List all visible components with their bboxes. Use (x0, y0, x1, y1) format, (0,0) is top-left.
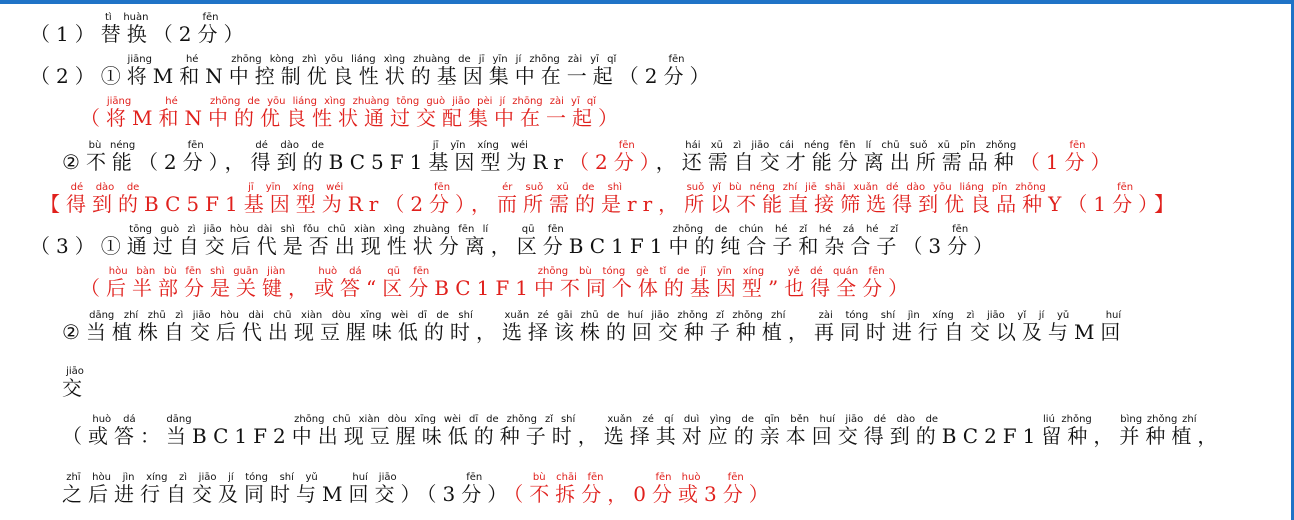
line-segment: （ (80, 106, 106, 130)
pinyin-annotation: zhī hòu jìn xíng zì jiāo jí tóng shí yǔ (62, 472, 322, 483)
segment-text: 得到的 (66, 192, 144, 216)
segment-text: 通过自交后代是否出现性状分离 (126, 234, 491, 258)
line-segment (126, 54, 153, 88)
segment-text: 后半部分是关键 (106, 276, 288, 300)
line-segment (62, 366, 88, 400)
pinyin-annotation: ér suǒ xū de shì (497, 182, 628, 193)
pinyin-annotation: fēn (613, 140, 640, 151)
line-segment: M (1073, 320, 1101, 344)
pinyin-annotation: dāng zhí zhū zì jiāo hòu dài chū xiàn dòu xīng wèi dī de shí (85, 310, 476, 321)
line-segment (243, 182, 348, 216)
pinyin-annotation: liú zhǒng (1041, 414, 1094, 425)
line-segment: BC1F1 (568, 234, 669, 258)
line-segment (62, 472, 322, 506)
line-segment (106, 266, 288, 300)
line-segment (228, 54, 619, 88)
pinyin-annotation: fēn (947, 224, 974, 235)
pinyin-annotation: zhōng chū xiàn dòu xīng wèi dī de zhǒng zǐ shí (291, 414, 578, 425)
line-segment: BC5F1 (328, 150, 429, 174)
segment-text: 或答 (314, 276, 366, 300)
segment-text: 基因型为 (428, 150, 533, 174)
pinyin-annotation: fēn (461, 472, 488, 483)
line-segment: （2 (137, 150, 183, 174)
line-segment: ② (62, 320, 86, 344)
line-segment: ） (487, 482, 514, 506)
line-segment: （ (80, 276, 106, 300)
pinyin-annotation: bù néng (85, 140, 138, 151)
pinyin-annotation: dé dào de (250, 140, 329, 151)
line-segment: ）， (208, 150, 251, 174)
pinyin-annotation: dāng (166, 414, 192, 425)
line-segment (722, 472, 749, 506)
pinyin-annotation: fēn (1064, 140, 1091, 151)
pinyin-annotation: zài tóng shí jìn xíng zì jiāo yǐ jí yǔ (813, 310, 1074, 321)
line-segment: （2）① (30, 64, 127, 88)
pinyin-annotation: hé (158, 96, 185, 107)
line-segment (533, 266, 768, 300)
line-segment (88, 414, 140, 448)
line-segment: （2 (618, 64, 664, 88)
line-segment: ： (140, 424, 166, 448)
segment-text: 不拆分 (529, 482, 608, 506)
line-segment (429, 182, 456, 216)
segment-text: 分 (947, 234, 974, 258)
line-segment: ） (639, 150, 656, 174)
segment-text: 分 (1064, 150, 1091, 174)
line-segment: BC2F1 (941, 424, 1042, 448)
line-segment: 【 (40, 192, 66, 216)
line-segment (106, 96, 132, 130)
segment-text: 或答 (88, 424, 140, 448)
segment-text: 当植株自交后代出现豆腥味低的时 (85, 320, 476, 344)
segment-text: 并种植 (1119, 424, 1198, 448)
segment-text: 分 (182, 150, 209, 174)
line-segment (85, 310, 476, 344)
line-segment: ， (1197, 424, 1224, 448)
segment-text: 选择其对应的亲本回交得到的 (603, 424, 942, 448)
line-segment: Y（1 (1048, 192, 1113, 216)
line-segment (314, 266, 366, 300)
top-accent-bar (0, 0, 1294, 4)
pinyin-annotation: qū fēn (382, 266, 435, 277)
text-line-l9 (62, 366, 88, 400)
pinyin-annotation: bìng zhǒng zhí (1119, 414, 1198, 425)
pinyin-annotation: zhōng bù tóng gè tǐ de jī yīn xíng (533, 266, 768, 277)
line-segment: “ (366, 276, 383, 300)
line-segment: ， (655, 150, 682, 174)
line-segment (529, 472, 608, 506)
segment-text: 分 (722, 482, 749, 506)
pinyin-annotation: fēn (722, 472, 749, 483)
line-segment: ） (223, 22, 250, 46)
line-segment: BC5F1 (144, 192, 244, 216)
pinyin-annotation: fēn (429, 182, 456, 193)
text-line-l7 (80, 266, 914, 300)
pinyin-annotation: huí (1100, 310, 1127, 321)
line-segment: ）】 (1138, 192, 1181, 216)
line-segment (1041, 414, 1094, 448)
line-segment (428, 140, 533, 174)
line-segment: N (184, 106, 208, 130)
line-segment: BC1F2 (192, 424, 292, 448)
line-segment: rr， (627, 192, 685, 216)
line-segment: ） (597, 106, 624, 130)
line-segment: （1 (1019, 150, 1065, 174)
pinyin-annotation: jī yīn xíng wéi (428, 140, 533, 151)
pinyin-annotation: zhōng kòng zhì yōu liáng xìng zhuàng de jī yīn jí zhōng zài yī qǐ (228, 54, 619, 65)
text-line-l6 (30, 224, 999, 258)
line-segment (182, 140, 209, 174)
segment-text: 再同时进行自交以及与 (813, 320, 1074, 344)
line-segment: ） (973, 234, 1000, 258)
pinyin-annotation: zhōng de yōu liáng xìng zhuàng tōng guò jiāo pèi jí zhōng zài yī qǐ (207, 96, 598, 107)
line-segment (668, 224, 903, 258)
line-segment (497, 182, 628, 216)
line-segment: ）， (455, 192, 498, 216)
segment-text: 分或 (651, 482, 704, 506)
pinyin-annotation: dé dào de (66, 182, 144, 193)
pinyin-annotation: xuǎn zé qí duì yìng de qīn běn huí jiāo dé dào de (603, 414, 942, 425)
pinyin-annotation: fēn huò (651, 472, 704, 483)
pinyin-annotation: bù chāi fēn (529, 472, 608, 483)
segment-text: 和 (158, 106, 185, 130)
line-segment: （2 (152, 22, 198, 46)
pinyin-annotation: hái xū zì jiāo cái néng fēn lí chū suǒ xū pǐn zhǒng (681, 140, 1020, 151)
line-segment: ， (787, 320, 814, 344)
segment-text: 留种 (1041, 424, 1094, 448)
line-segment: Rr（2 (347, 192, 430, 216)
pinyin-annotation: zhōng de chún hé zǐ hé zá hé zǐ (668, 224, 903, 235)
line-segment: M (132, 106, 159, 130)
line-segment: BC1F1 (434, 276, 534, 300)
line-segment: ， (288, 276, 314, 300)
segment-text: 中的纯合子和杂合子 (668, 234, 903, 258)
line-segment: （ (62, 424, 88, 448)
segment-text: 还需自交才能分离出所需品种 (681, 150, 1020, 174)
segment-text: 中控制优良性状的基因集中在一起 (228, 64, 619, 88)
segment-text: 中出现豆腥味低的种子时 (291, 424, 578, 448)
line-segment (179, 54, 206, 88)
line-segment: ）（3 (400, 482, 462, 506)
line-segment: ） (689, 64, 716, 88)
line-segment (1119, 414, 1198, 448)
line-segment: ） (1090, 150, 1117, 174)
pinyin-annotation: fēn (1112, 182, 1139, 193)
segment-text: 分 (429, 192, 456, 216)
pinyin-annotation: hé (179, 54, 206, 65)
line-segment (1064, 140, 1091, 174)
segment-text: 不能 (85, 150, 138, 174)
pinyin-annotation: tōng guò zì jiāo hòu dài shì fǒu chū xiàn xìng zhuàng fēn lí (126, 224, 491, 235)
text-line-l10 (62, 414, 1223, 448)
line-segment (250, 140, 329, 174)
segment-text: 区分 (516, 234, 569, 258)
line-segment (158, 96, 185, 130)
pinyin-annotation: huí jiāo (348, 472, 401, 483)
line-segment (100, 12, 153, 46)
pinyin-annotation: tì huàn (100, 12, 153, 23)
line-segment (681, 140, 1020, 174)
line-segment (66, 182, 144, 216)
line-segment: （3 (902, 234, 948, 258)
line-segment (663, 54, 690, 88)
pinyin-annotation: huò dá (88, 414, 140, 425)
line-segment (197, 12, 224, 46)
line-segment: ， (577, 424, 604, 448)
segment-text: 中不同个体的基因型 (533, 276, 768, 300)
pinyin-annotation: fēn (197, 12, 224, 23)
segment-text: 分 (197, 22, 224, 46)
text-line-l3 (80, 96, 624, 130)
pinyin-annotation: jiāo (62, 366, 88, 377)
line-segment: （3）① (30, 234, 127, 258)
segment-text: 基因型为 (243, 192, 348, 216)
pinyin-annotation: jiāng (126, 54, 153, 65)
line-segment (85, 140, 138, 174)
line-segment (684, 182, 1049, 216)
pinyin-annotation: yě dé quán fēn (784, 266, 889, 277)
pinyin-annotation: suǒ yǐ bù néng zhí jiē shāi xuǎn dé dào yōu liáng pǐn zhǒng (684, 182, 1049, 193)
segment-text: 而所需的是 (497, 192, 628, 216)
segment-text: 分 (663, 64, 690, 88)
line-segment: 3 (703, 482, 723, 506)
line-segment (126, 224, 491, 258)
segment-text: 回 (1100, 320, 1127, 344)
line-segment: Rr (532, 150, 569, 174)
line-segment (947, 224, 974, 258)
line-segment (291, 414, 578, 448)
line-segment (1112, 182, 1139, 216)
segment-text: 也得全分 (784, 276, 889, 300)
line-segment: ） (748, 482, 775, 506)
segment-text: 回交 (348, 482, 401, 506)
text-line-l4 (62, 140, 1116, 174)
segment-text: 中的优良性状通过交配集中在一起 (207, 106, 598, 130)
line-segment: M (322, 482, 349, 506)
line-segment: M (152, 64, 180, 88)
pinyin-annotation: qū fēn (516, 224, 569, 235)
line-segment: ， (1093, 424, 1120, 448)
line-segment (603, 414, 942, 448)
line-segment: ，0 (607, 482, 652, 506)
text-line-l1 (30, 12, 249, 46)
line-segment: ② (62, 150, 86, 174)
pinyin-annotation: jī yīn xíng wéi (243, 182, 348, 193)
text-line-l11 (62, 472, 775, 506)
segment-text: 替换 (100, 22, 153, 46)
line-segment: ， (490, 234, 517, 258)
pinyin-annotation: jiāng (106, 96, 132, 107)
line-segment (207, 96, 598, 130)
segment-text: 将 (126, 64, 153, 88)
text-line-l5 (40, 182, 1180, 216)
pinyin-annotation: fēn (182, 140, 209, 151)
pinyin-annotation: xuǎn zé gāi zhū de huí jiāo zhǒng zǐ zhǒng zhí (501, 310, 788, 321)
line-segment (501, 310, 788, 344)
line-segment (461, 472, 488, 506)
line-segment (166, 414, 192, 448)
segment-text: 分 (461, 482, 488, 506)
line-segment (613, 140, 640, 174)
line-segment: （2 (569, 150, 614, 174)
text-line-l2 (30, 54, 715, 88)
segment-text: 和 (179, 64, 206, 88)
line-segment (382, 266, 435, 300)
line-segment (784, 266, 889, 300)
line-segment: ， (475, 320, 502, 344)
segment-text: 所以不能直接筛选得到优良品种 (684, 192, 1049, 216)
segment-text: 交 (62, 376, 88, 400)
line-segment (516, 224, 569, 258)
pinyin-annotation: hòu bàn bù fēn shì guān jiàn (106, 266, 288, 277)
segment-text: 将 (106, 106, 132, 130)
line-segment: ” (767, 276, 785, 300)
segment-text: 得到的 (250, 150, 329, 174)
segment-text: 选择该株的回交种子种植 (501, 320, 788, 344)
line-segment (813, 310, 1074, 344)
segment-text: 区分 (382, 276, 435, 300)
segment-text: 之后进行自交及同时与 (62, 482, 322, 506)
line-segment: N (205, 64, 229, 88)
line-segment (348, 472, 401, 506)
line-segment (1100, 310, 1127, 344)
line-segment: ） (888, 276, 915, 300)
pinyin-annotation: huò dá (314, 266, 366, 277)
segment-text: 分 (613, 150, 640, 174)
pinyin-annotation: fēn (663, 54, 690, 65)
text-line-l8 (62, 310, 1126, 344)
line-segment: （1） (30, 22, 101, 46)
segment-text: 分 (1112, 192, 1139, 216)
segment-text: 当 (166, 424, 192, 448)
line-segment (651, 472, 704, 506)
line-segment: （ (513, 482, 530, 506)
